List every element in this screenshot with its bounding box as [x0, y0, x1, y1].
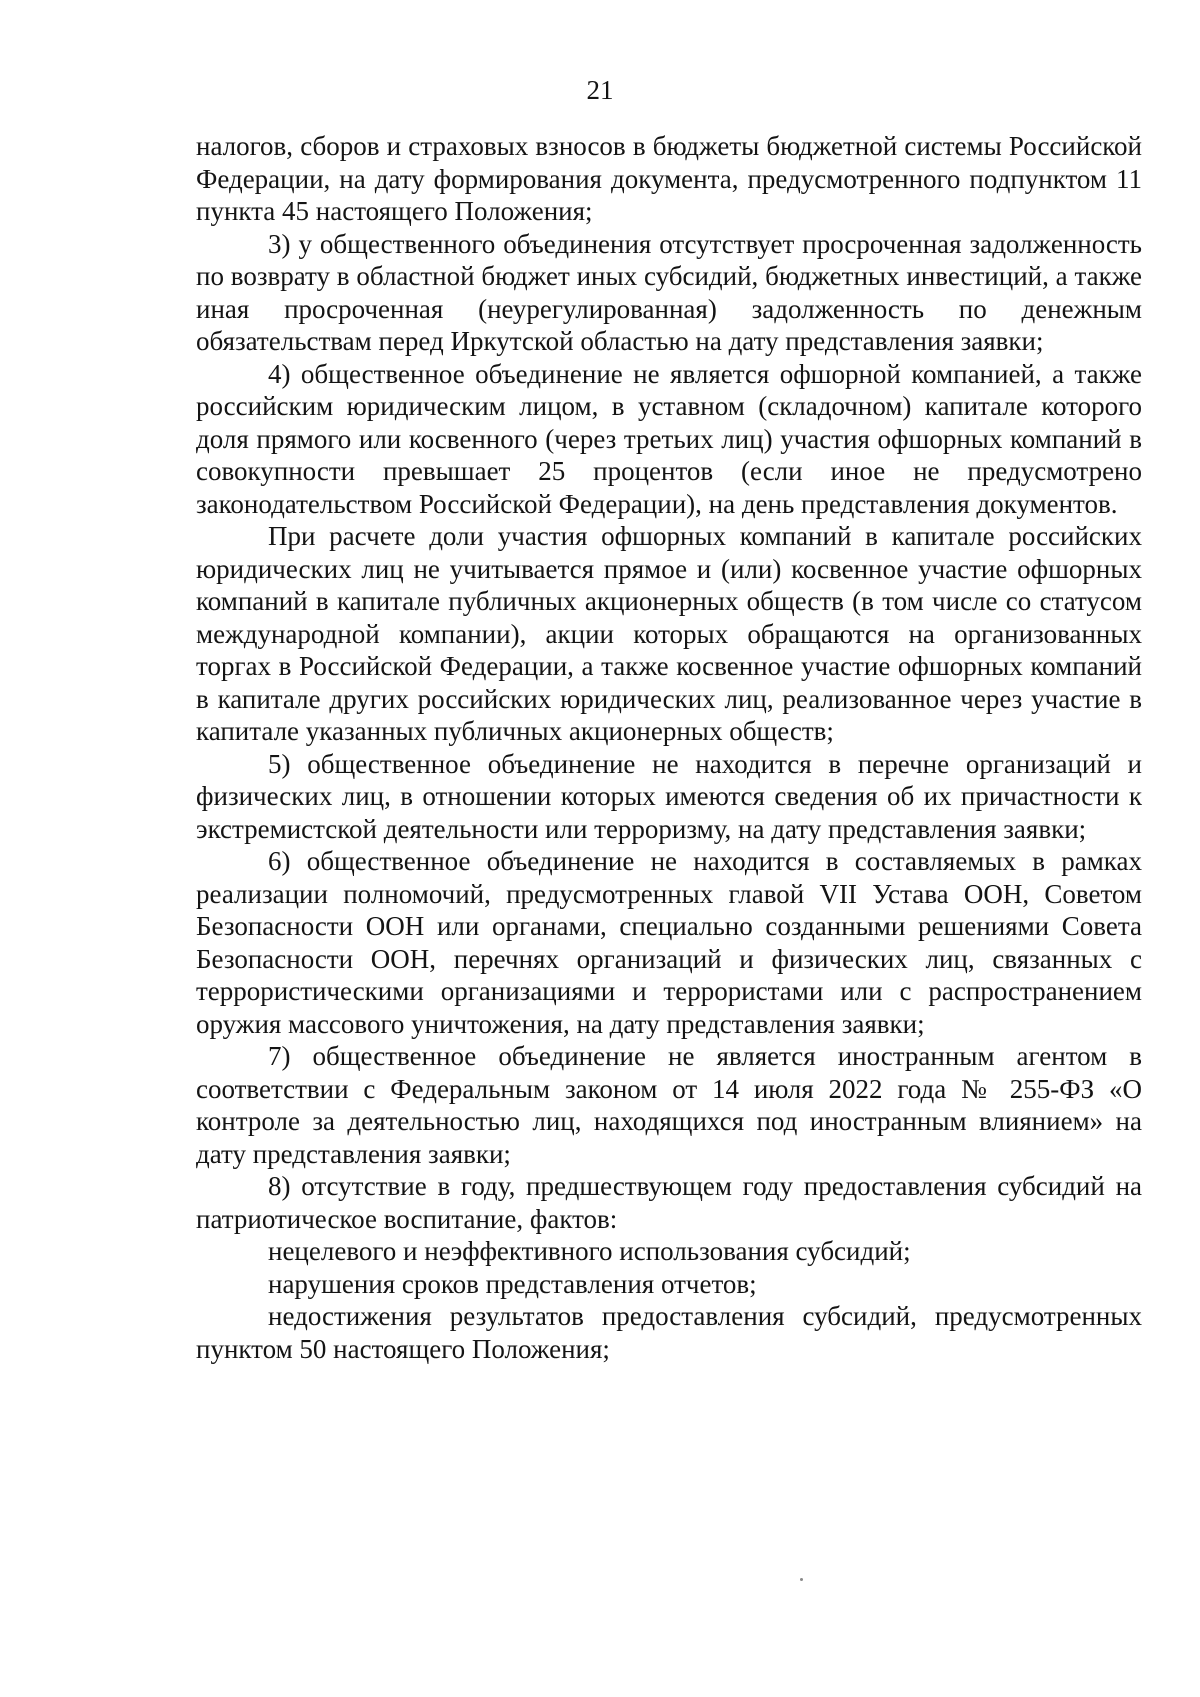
paragraph-item-8: 8) отсутствие в году, предшествующем году предоставления субсидий на патриотическое воспитание, фактов: [196, 1171, 1142, 1234]
paragraph-item-6: 6) общественное объединение не находится в составляемых в рамках реализации полномочий, предусмотренных главой VII Устава ООН, Советом Безопасности ООН или органами, специально созданными решениями Совета Безопасности ООН, перечнях организаций и физических лиц, связанных с террористическими организациями и террористами или с распространением оружия массового уничтожения, на дату представления заявки; [196, 846, 1142, 1039]
paragraph-item-7: 7) общественное объединение не является иностранным агентом в соответствии с Федеральным законом от 14 июля 2022 года № 255-ФЗ «О контроле за деятельностью лиц, находящихся под иностранным влиянием» на дату представления заявки; [196, 1041, 1142, 1169]
paragraph-subitem-results: недостижения результатов предоставления субсидий, предусмотренных пунктом 50 настоящего Положения; [196, 1301, 1142, 1364]
paragraph-offshore-calculation: При расчете доли участия офшорных компаний в капитале российских юридических лиц не учитывается прямое и (или) косвенное участие офшорных компаний в капитале публичных акционерных обществ (в том числе со статусом международной компании), акции которых обращаются на организованных торгах в Российской Федерации, а также косвенное участие офшорных компаний в капитале других российских юридических лиц, реализованное через участие в капитале указанных публичных акционерных обществ; [196, 521, 1142, 746]
paragraph-item-5: 5) общественное объединение не находится в перечне организаций и физических лиц, в отношении которых имеются сведения об их причастности к экстремистской деятельности или терроризму, на дату представления заявки; [196, 748, 1142, 844]
paragraph-subitem-deadlines: нарушения сроков представления отчетов; [268, 1268, 757, 1299]
page-number: 21 [586, 75, 614, 105]
paragraph-subitem-misuse: нецелевого и неэффективного использования субсидий; [268, 1236, 911, 1266]
paragraph-item-3: 3) у общественного объединения отсутствует просроченная задолженность по возврату в областной бюджет иных субсидий, бюджетных инвестиций, а также иная просроченная (неурегулированная) задолженность по денежным обязательствам перед Иркутской областью на дату представления заявки; [196, 228, 1142, 356]
paragraph-continuation-taxes: налогов, сборов и страховых взносов в бюджеты бюджетной системы Российской Федерации, на дату формирования документа, предусмотренного подпунктом 11 пункта 45 настоящего Положения; [196, 131, 1142, 226]
document-body [196, 130, 1142, 1365]
scan-dot-mark [800, 1578, 803, 1581]
paragraph-item-4: 4) общественное объединение не является офшорной компанией, а также российским юридическим лицом, в уставном (складочном) капитале которого доля прямого или косвенного (через третьих лиц) участия офшорных компаний в совокупности превышает 25 процентов (если иное не предусмотрено законодательством Российской Федерации), на день представления документов. [196, 358, 1142, 519]
